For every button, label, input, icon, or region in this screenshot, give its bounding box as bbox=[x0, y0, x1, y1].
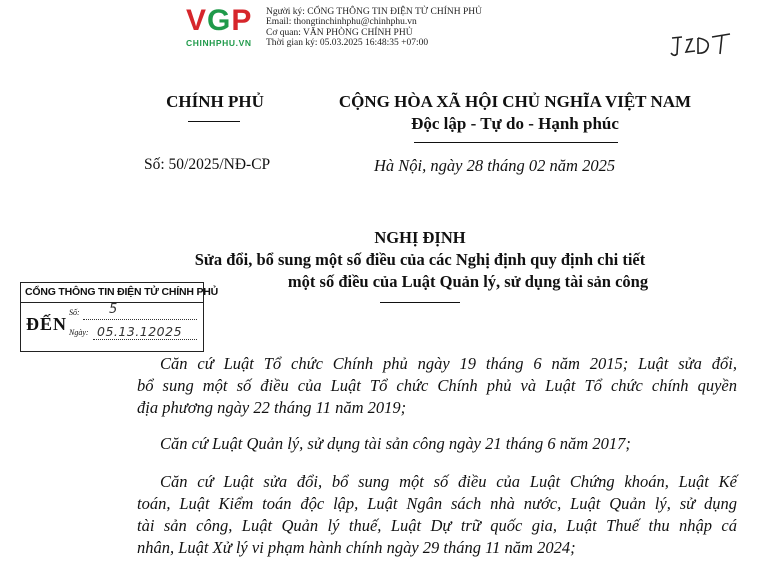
paragraph-line: Căn cứ Luật Tổ chức Chính phủ ngày 19 tháng 6 năm 2015; Luật sửa đổi, bbox=[160, 354, 737, 373]
signer-name: Người ký: CỔNG THÔNG TIN ĐIỆN TỬ CHÍNH PHỦ bbox=[266, 7, 482, 17]
signer-agency: Cơ quan: VĂN PHÒNG CHÍNH PHỦ bbox=[266, 27, 413, 38]
stamp-date-dots bbox=[93, 339, 197, 340]
document-type: NGHỊ ĐỊNH bbox=[374, 228, 466, 247]
paragraph-line: bổ sung một số điều của Luật Tổ chức Chính phủ và Luật Tổ chức chính quyền bbox=[137, 376, 737, 395]
signer-time: Thời gian ký: 05.03.2025 16:48:35 +07:00 bbox=[266, 37, 429, 48]
logo-subtitle: CHINHPHU.VN bbox=[186, 38, 252, 48]
received-stamp bbox=[20, 282, 219, 352]
signer-email: Email: thongtinchinhphu@chinhphu.vn bbox=[266, 17, 417, 28]
paragraph-3 bbox=[137, 471, 737, 559]
document-title-line-1: Sửa đổi, bổ sung một số điều của các Nghị định quy định chi tiết bbox=[194, 250, 646, 269]
digital-signature-info bbox=[266, 7, 482, 48]
paragraph-line: toán, Luật Kiểm toán độc lập, Luật Ngân sách nhà nước, Luật Quản lý, sử dụng bbox=[137, 494, 737, 513]
stamp-number-label: Số: bbox=[69, 308, 80, 317]
paragraph-line: tài sản công, Luật Quản lý thuế, Luật Dự trữ quốc gia, Luật Thuế thu nhập cá bbox=[137, 516, 737, 535]
logo-letter-g: G bbox=[207, 4, 232, 37]
stamp-date-value: 05.13.12025 bbox=[97, 324, 183, 339]
stamp-number-dots bbox=[83, 319, 197, 320]
country-name: CỘNG HÒA XÃ HỘI CHỦ NGHĨA VIỆT NAM bbox=[338, 92, 692, 111]
national-motto: Độc lập - Tự do - Hạnh phúc bbox=[411, 114, 619, 133]
handwritten-initials-icon bbox=[668, 30, 738, 60]
stamp-title: CỔNG THÔNG TIN ĐIỆN TỬ CHÍNH PHỦ bbox=[25, 286, 219, 298]
vgp-logo bbox=[186, 6, 264, 46]
title-underline bbox=[380, 302, 460, 303]
motto-underline bbox=[414, 142, 618, 143]
stamp-number-value: 5 bbox=[109, 302, 118, 317]
paragraph-line: nhân, Luật Xử lý vi phạm hành chính ngày 29 tháng 11 năm 2024; bbox=[137, 538, 576, 557]
stamp-date-label: Ngày: bbox=[69, 328, 89, 337]
paragraph-2 bbox=[137, 433, 737, 455]
document-title-line-2: một số điều của Luật Quản lý, sử dụng tài sản công bbox=[287, 272, 649, 291]
paragraph-line: địa phương ngày 22 tháng 11 năm 2019; bbox=[137, 398, 407, 417]
logo-letter-v: V bbox=[186, 4, 208, 37]
paragraph-line: Căn cứ Luật Quản lý, sử dụng tài sản công ngày 21 tháng 6 năm 2017; bbox=[160, 434, 631, 453]
paragraph-1 bbox=[137, 353, 737, 419]
document-number: Số: 50/2025/NĐ-CP bbox=[144, 156, 271, 173]
paragraph-line: Căn cứ Luật sửa đổi, bổ sung một số điều của Luật Chứng khoán, Luật Kế bbox=[160, 472, 737, 491]
issuer-name: CHÍNH PHỦ bbox=[166, 92, 264, 111]
stamp-den-label: ĐẾN bbox=[26, 314, 68, 334]
logo-letter-p: P bbox=[231, 4, 253, 37]
issuer-underline bbox=[188, 121, 240, 122]
issue-date: Hà Nội, ngày 28 tháng 02 năm 2025 bbox=[374, 156, 616, 175]
